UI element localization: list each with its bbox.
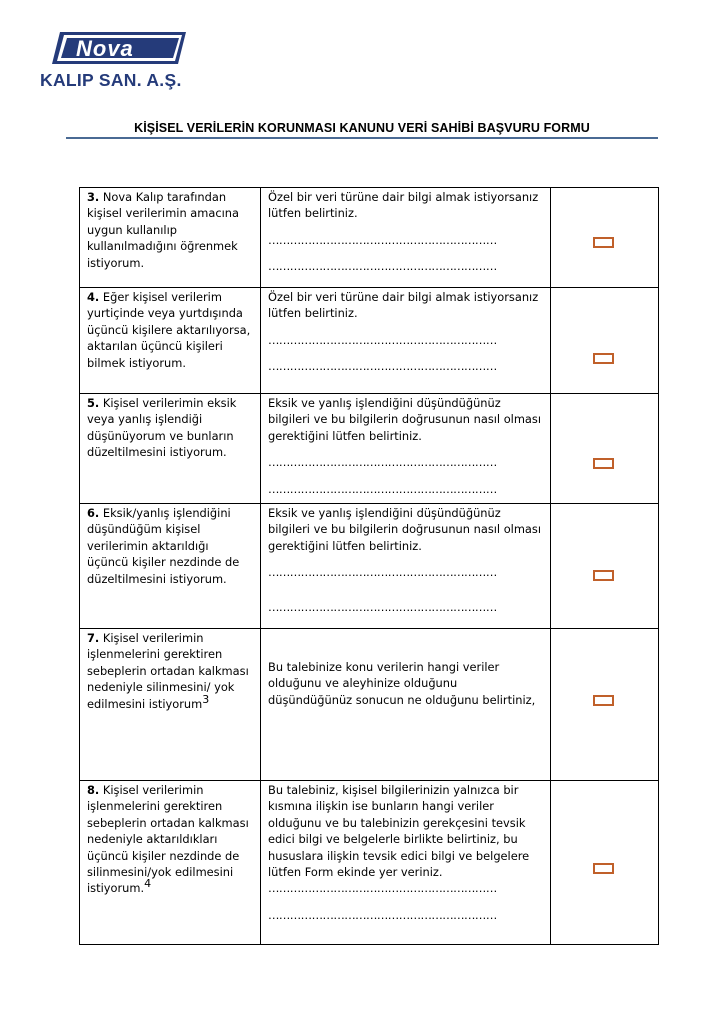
request-text: Kişisel verilerimin eksik veya yanlış işlendiği düşünüyorum ve bunların düzeltilmesini istiyorum. [87,396,237,460]
table-row [80,504,659,629]
fill-line[interactable]: ……………………………………………………… [268,455,497,470]
fill-line[interactable]: ……………………………………………………… [268,481,497,496]
instruction-cell [261,504,551,629]
row-number: 7. [87,631,100,645]
fill-line[interactable]: ……………………………………………………… [268,907,497,922]
request-text: Kişisel verilerimin işlenmelerini gerektiren sebeplerin ortadan kalkması nedeniyle aktarıldıkları üçüncü kişiler nezdinde de silinmesini/yok edilmesini istiyorum. [87,783,249,896]
table-row [80,629,659,781]
row-number: 3. [87,190,100,204]
request-text: Kişisel verilerimin işlenmelerini gerektiren sebeplerin ortadan kalkması nedeniyle silinmesini/ yok edilmesini istiyorum [87,631,249,711]
instruction-text: Eksik ve yanlış işlendiğini düşündüğünüz bilgileri ve bu bilgilerin doğrusunun nasıl olması gerektiğini lütfen belirtiniz. [268,506,542,553]
company-name: KALIP SAN. A.Ş. [40,70,182,90]
request-cell [80,288,261,394]
request-text: Nova Kalıp tarafından kişisel verilerimin amacına uygun kullanılıp kullanılmadığını öğrenmek istiyorum. [87,190,239,270]
row-number: 6. [87,506,100,520]
row-number: 4. [87,290,100,304]
checkbox-icon[interactable] [593,237,614,248]
checkbox-cell [551,288,659,394]
fill-line[interactable]: ……………………………………………………… [268,232,497,247]
instruction-text: Eksik ve yanlış işlendiğini düşündüğünüz bilgileri ve bu bilgilerin doğrusunun nasıl olması gerektiğini lütfen belirtiniz. [268,396,542,443]
row-number: 5. [87,396,100,410]
checkbox-cell [551,629,659,781]
fill-line[interactable]: ……………………………………………………… [268,599,497,614]
instruction-cell [261,394,551,504]
title-divider [66,137,658,139]
checkbox-icon[interactable] [593,458,614,469]
checkbox-icon[interactable] [593,570,614,581]
request-cell [80,394,261,504]
table-row [80,188,659,288]
table-row [80,394,659,504]
page-title: KİŞİSEL VERİLERİN KORUNMASI KANUNU VERİ SAHİBİ BAŞVURU FORMU [134,121,590,135]
instruction-text: Bu talebinize konu verilerin hangi veriler olduğunu ve aleyhinize olduğunu düşündüğünüz sonucun ne olduğunu belirtiniz, [268,660,536,707]
svg-text:Nova: Nova [76,36,134,61]
request-text: Eksik/yanlış işlendiğini düşündüğüm kişisel verilerimin aktarıldığı üçüncü kişiler nezdinde de düzeltilmesini istiyorum. [87,506,240,586]
checkbox-cell [551,781,659,945]
instruction-text: Özel bir veri türüne dair bilgi almak istiyorsanız lütfen belirtiniz. [268,290,539,321]
checkbox-icon[interactable] [593,695,614,706]
request-cell [80,781,261,945]
fill-line[interactable]: ……………………………………………………… [268,565,497,580]
checkbox-icon[interactable] [593,353,614,364]
request-cell [80,504,261,629]
table-row [80,781,659,945]
instruction-cell [261,781,551,945]
table-row [80,288,659,394]
request-cell [80,629,261,781]
request-text: Eğer kişisel verilerim yurtiçinde veya yurtdışında üçüncü kişilere aktarılıyorsa, aktarılan üçüncü kişileri bilmek istiyorum. [87,290,251,370]
instruction-cell [261,629,551,781]
instruction-cell [261,288,551,394]
request-cell [80,188,261,288]
checkbox-cell [551,188,659,288]
instruction-text: Özel bir veri türüne dair bilgi almak istiyorsanız lütfen belirtiniz. [268,190,539,221]
fill-line[interactable]: ……………………………………………………… [268,259,497,274]
checkbox-icon[interactable] [593,863,614,874]
application-form-table [79,187,659,945]
instruction-cell [261,188,551,288]
fill-line[interactable]: ……………………………………………………… [268,881,497,896]
fill-line[interactable]: ……………………………………………………… [268,332,497,347]
checkbox-cell [551,504,659,629]
checkbox-cell [551,394,659,504]
instruction-text: Bu talebiniz, kişisel bilgilerinizin yalnızca bir kısmına ilişkin ise bunların hangi veriler olduğunu ve bu talebinizin gerekçesini tevsik edici bilgi ve belgelerle birlikte belirtiniz, bu hususlara ilişkin tevsik edici bilgi ve belgelere lütfen Form ekinde yer veriniz. [268,783,530,880]
footnote-mark: 3 [202,692,210,706]
row-number: 8. [87,783,100,797]
fill-line[interactable]: ……………………………………………………… [268,359,497,374]
footnote-mark: 4 [144,877,152,891]
